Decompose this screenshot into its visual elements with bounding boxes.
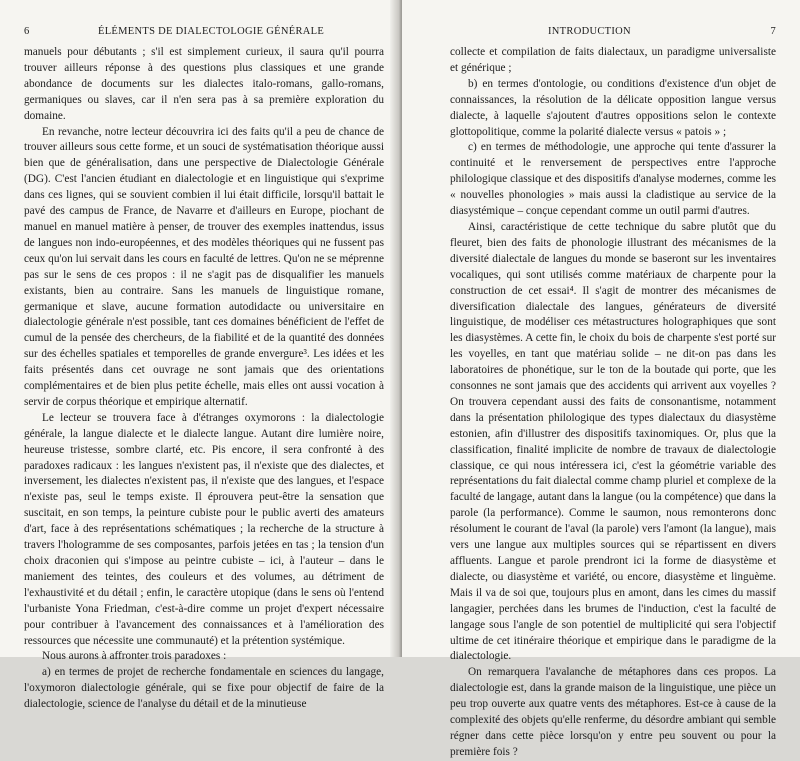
left-page-number: 6 bbox=[24, 26, 30, 37]
right-page-body bbox=[450, 45, 776, 761]
paragraph: c) en termes de méthodologie, une approche qui tente d'assurer la continuité et le renversement de perspectives entre l'approche philologique classique et des dispositifs d'analyse modernes, comme les « nouvelles phonologies » mais aussi la cladistique au service de la diasystémique – conçue cependant comme un outil parmi d'autres. bbox=[450, 141, 776, 218]
paragraph: Nous aurons à affronter trois paradoxes : bbox=[42, 650, 227, 663]
right-running-head: INTRODUCTION bbox=[548, 26, 631, 37]
paragraph: On remarquera l'avalanche de métaphores dans ces propos. La dialectologie est, dans la grande maison de la linguistique, une pièce un peu trop ouverte aux quatre vents des métaphores. Est-ce à cause de la complexité des objets qu'elle renferme, du désordre ambiant qui semble régner dans cette pièce lorsqu'on y entre peu souvent ou pour la première fois ? bbox=[450, 666, 776, 758]
right-page bbox=[402, 0, 800, 758]
paragraph: Le lecteur se trouvera face à d'étranges oxymorons : la dialectologie générale, la langue dialecte et le dialecte langue. Autant dire lumière noire, heureuse tristesse, sombre clarté, etc. Pis encore, il sera confronté à des paradoxes radicaux : les langues n'existent pas, il n'existe que des dialectes, et inversement, les dialectes n'existent pas, il n'existe que des langues, et l'espace n'existe pas, seul le temps existe. Il éprouvera peut-être la sensation que suscitait, en son temps, la peinture cubiste pour le public averti des amateurs d'art, face à des représentations schématiques ; la recherche de la structure à travers l'hologramme de ses composantes, parfois jetées en tas ; la tension d'un choix draconien qui s'impose au peintre cubiste – ici, à l'auteur – dans le maniement des teintes, des couleurs et des volumes, au détriment de l'exhaustivité et du détail ; enfin, le caractère utopique (dans le sens où l'entend l'urbaniste Yona Friedman, c'est-à-dire comme un projet d'expert nécessaire pour contribuer à l'avancement des connaissances et à l'amélioration des ressources que nécessite une communauté) et la prétention systémique. bbox=[24, 411, 384, 647]
paragraph: collecte et compilation de faits dialectaux, un paradigme universaliste et générique ; bbox=[450, 46, 776, 74]
left-page-body bbox=[24, 45, 384, 713]
left-page bbox=[0, 0, 398, 711]
right-page-number: 7 bbox=[770, 26, 776, 37]
paragraph: manuels pour débutants ; s'il est simplement curieux, il saura qu'il pourra trouver ailleurs réponse à des questions plus classiques et une grande abondance de documents sur les dialectes italo-romans, gallo-romans, germaniques ou slaves, car il n'en sera pas à sa première exploration du domaine. bbox=[24, 46, 384, 122]
right-page-header bbox=[450, 26, 776, 37]
left-page-header bbox=[24, 26, 384, 37]
paragraph: b) en termes d'ontologie, ou conditions d'existence d'un objet de connaissances, la résolution de la délicate opposition langue versus dialecte, à laquelle s'ajoutent d'autres oppositions selon le contexte glottopolitique, comme la polarité dialecte versus « patois » ; bbox=[450, 77, 776, 138]
paragraph: Ainsi, caractéristique de cette technique du sabre plutôt que du fleuret, bien des faits de phonologie illustrant des mécanismes de la diversité dialectale de langues du monde se baseront sur les inventaires vocaliques, qui sont utilisés comme matériaux de charpente pour la construction de cet essai⁴. Il s'agit de montrer des mécanismes de diversification dialectale des langues, générateurs de diversité linguistique, de modéliser ces métastructures holographiques que sont les diasystèmes. A cette fin, le choix du bois de charpente s'est porté sur les voyelles, en tant que matériau solide – ne dit-on pas dans les laboratoires de phonétique, sur le ton de la boutade qui porte, que les consonnes ne sont jamais que des accidents qui arrivent aux voyelles ? On trouvera cependant aussi des faits de consonantisme, notamment dans la présentation philologique des types dialectaux du diasystème estonien, afin d'illustrer des dispositifs taxinomiques. Or, plus que la classification, finalité implicite de nombre de travaux de dialectologie classique, ce qui nous intéressera ici, c'est la géométrie variable des représentations du fait dialectal comme champ pluriel et complexe de la faculté de langage, autant dans la langue (ou la compétence) que dans la parole (la performance). Comme le saumon, nous remonterons donc résolument le courant de l'aval (la parole) vers l'amont (la langue), mais vers une langue aux multiples sources qui se répartissent en divers affluents. Langue et parole prendront ici la forme de diasystème et dialecte, ou diasystème et variété, ou encore, diasystème et linguème. Mais il va de soi que, toujours plus en amont, dans les cimes du massif langagier, perchées dans les brumes de l'induction, c'est la faculté de langage sous l'angle de son potentiel de multiplicité qui sera l'objectif ultime de cet itinéraire théorique et empirique dans le paradigme de la dialectologie. bbox=[450, 220, 776, 663]
paragraph: En revanche, notre lecteur découvrira ici des faits qu'il a peu de chance de trouver ailleurs sous cette forme, et un souci de systématisation théorique aussi bien que de généralisation, dans une perspective de Dialectologie Générale (DG). C'est l'ancien étudiant en dialectologie et en linguistique qui s'exprime dans ces lignes, qui se souvient combien il lui était difficile, lorsqu'il battait le pavé des campus de France, de Navarre et d'ailleurs en Europe, piochant de manuel en manuel matière à penser, de trouver des exemples inattendus, issus de langues non indo-européennes, et des modèles théoriques qui ne fussent pas ceux qu'on lui servait dans les cours en faculté de lettres. Qu'on ne se méprenne pas sur le sens de ces propos : il ne s'agit pas de disqualifier les manuels existants, bien au contraire. Sans les manuels de linguistique romane, germanique et slave, aucune formation autodidacte ou universitaire en dialectologie générale n'est possible, tant ces domaines bénéficient de l'effet de cumul de la pensée des chercheurs, de la fiabilité et de la quantité des données sur des échelles spatiales et temporelles de grande envergure³. Les idées et les faits présentés dans cet ouvrage ne sont jamais que des orientations complémentaires et de bien plus petite échelle, mais elles ont aussi vocation à servir de corpus théorique et empirique alternatif. bbox=[24, 125, 384, 408]
paragraph: a) en termes de projet de recherche fondamentale en sciences du langage, l'oxymoron dialectologie générale, qui se fixe pour objectif de faire de la dialectologie, science de l'analyse du détail et de la minutieuse bbox=[24, 666, 384, 711]
left-running-head: ÉLÉMENTS DE DIALECTOLOGIE GÉNÉRALE bbox=[98, 26, 325, 37]
